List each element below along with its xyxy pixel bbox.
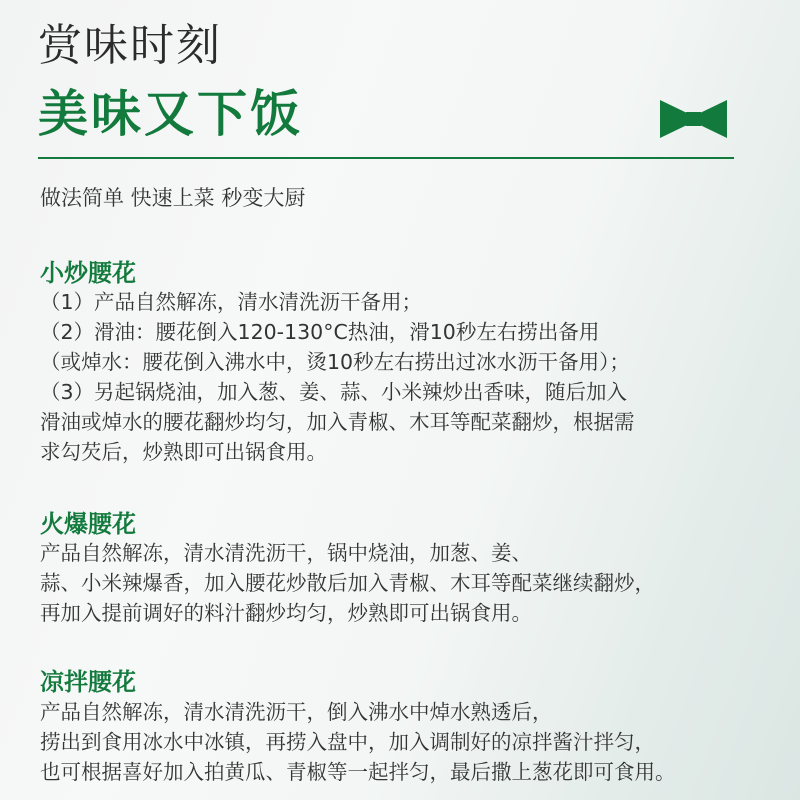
section-title-cold-dish: 凉拌腰花 <box>40 668 136 696</box>
section-title-stir-fry: 小炒腰花 <box>40 259 136 287</box>
page-subtitle: 美味又下饭 <box>38 85 303 143</box>
step-line: （或焯水：腰花倒入沸水中，烫10秒左右捞出过冰水沥干备用）； <box>40 350 630 374</box>
step-line: 也可根据喜好加入拍黄瓜、青椒等一起拌匀，最后撒上葱花即可食用。 <box>40 760 676 784</box>
section-body-sizzling <box>40 538 785 628</box>
tagline: 做法简单 快速上菜 秒变大厨 <box>40 186 306 210</box>
step-line: （3）另起锅烧油，加入葱、姜、蒜、小米辣炒出香味，随后加入 <box>40 380 628 404</box>
section-body-stir-fry <box>40 287 785 467</box>
step-line: 产品自然解冻，清水清洗沥干，锅中烧油，加葱、姜、 <box>40 541 532 565</box>
step-line: （1）产品自然解冻，清水清洗沥干备用； <box>40 290 423 314</box>
section-body-cold-dish <box>40 697 785 787</box>
step-line: 产品自然解冻，清水清洗沥干，倒入沸水中焯水熟透后， <box>40 700 553 724</box>
step-line: 求勾芡后，炒熟即可出锅食用。 <box>40 440 327 464</box>
step-line: 蒜、小米辣爆香，加入腰花炒散后加入青椒、木耳等配菜继续翻炒， <box>40 571 655 595</box>
section-title-sizzling: 火爆腰花 <box>40 510 136 538</box>
header-divider <box>38 157 734 159</box>
step-line: 滑油或焯水的腰花翻炒均匀，加入青椒、木耳等配菜翻炒，根据需 <box>40 410 635 434</box>
step-line: 捞出到食用冰水中冰镇，再捞入盘中，加入调制好的凉拌酱汁拌匀， <box>40 730 655 754</box>
step-line: 再加入提前调好的料汁翻炒均匀，炒熟即可出锅食用。 <box>40 601 532 625</box>
bow-tie-icon <box>660 100 727 138</box>
step-line: （2）滑油：腰花倒入120-130°C热油，滑10秒左右捞出备用 <box>40 320 600 344</box>
page-title: 赏味时刻 <box>38 20 222 71</box>
